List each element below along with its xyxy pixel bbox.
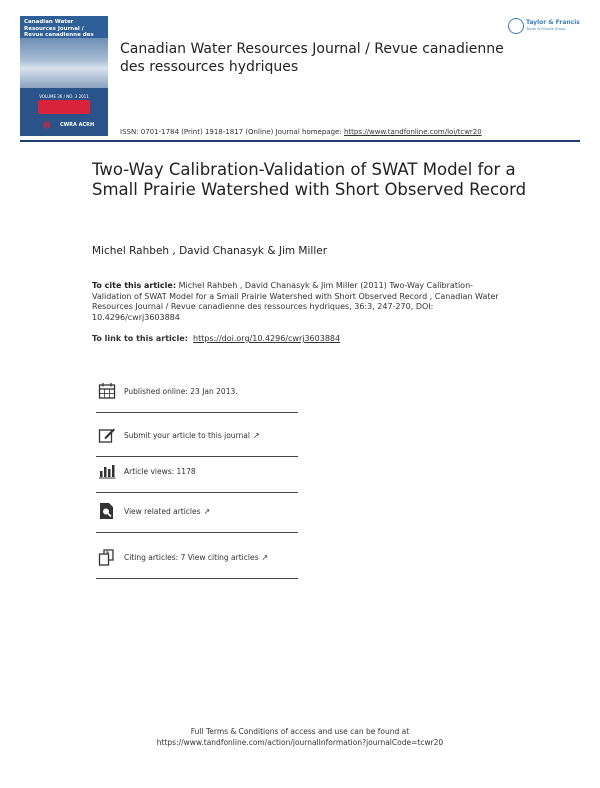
published-online-item [96,378,298,413]
citation [92,281,512,323]
calendar-icon [98,382,116,400]
issn-line [120,128,482,136]
published-online-text: Published online: 23 Jan 2013. [124,387,238,396]
submit-article-item[interactable] [96,422,298,457]
issn-text: ISSN: 0701-1784 (Print) 1918-1817 (Online) Journal homepage: [120,128,342,136]
article-link-line [92,334,340,343]
citing-articles-link[interactable] [124,553,268,562]
citing-icon [98,548,116,566]
publisher-logo[interactable] [508,18,584,36]
journal-homepage-link[interactable]: https://www.tandfonline.com/loi/tcwr20 [343,128,482,136]
publisher-name: Taylor & Francis [526,19,580,26]
external-link-icon: ↗ [261,553,269,562]
related-articles-item[interactable] [96,498,298,533]
authors: Michel Rahbeh , David Chanasyk & Jim Miller [92,245,328,257]
cover-title: Canadian Water Resources Journal / Revue canadienne des [24,19,94,38]
publisher-sub: Taylor & Francis Group [526,27,566,31]
journal-title: Canadian Water Resources Journal / Revue canadienne des ressources hydriques [120,41,504,75]
citation-label: To cite this article: [92,281,177,290]
citing-articles-item[interactable] [96,544,298,579]
link-label: To link to this article: [92,334,188,343]
search-document-icon [98,502,116,520]
citation-text: Michel Rahbeh , David Chanasyk & Jim Miller (2011) Two-Way Calibration-Validation of SWAT Model for a Small Prairie Watershed with Short Observed Record , Canadian Water Resources Journal / Revue canadienne des ressources hydriques, 36:3, 247-270, DOI: [92,281,499,311]
citation-doi: 10.4296/cwrj3603884 [92,312,180,322]
submit-article-label: Submit your article to this journal [124,431,250,440]
footer-line-1: Full Terms & Conditions of access and use can be found at [190,727,410,736]
cover-badge [38,100,90,114]
citing-articles-label: Citing articles: 7 View citing articles [124,553,259,562]
submit-article-link[interactable] [124,431,260,440]
maple-leaf-icon: ❋ [42,119,52,132]
publisher-logo-icon [508,18,524,34]
article-title: Two-Way Calibration-Validation of SWAT Model for a Small Prairie Watershed with Short Observed Record [92,160,527,199]
article-doi-link[interactable]: https://doi.org/10.4296/cwrj3603884 [193,334,341,343]
journal-cover [20,16,108,136]
external-link-icon: ↗ [203,507,211,516]
cover-org: CWRA ACRH [60,122,95,128]
footer [0,726,600,748]
header-rule [20,140,580,142]
footer-terms-link[interactable]: https://www.tandfonline.com/action/journalInformation?journalCode=tcwr20 [156,738,444,747]
cover-volume: VOLUME 36 / NO. 3 2011 [39,94,89,99]
related-articles-link[interactable] [124,507,210,516]
external-link-icon: ↗ [252,431,260,440]
cover-image [20,38,108,88]
article-views-item [96,458,298,493]
related-articles-label: View related articles [124,507,201,516]
edit-icon [98,426,116,444]
article-views-text: Article views: 1178 [124,467,196,476]
bar-chart-icon [98,462,116,480]
